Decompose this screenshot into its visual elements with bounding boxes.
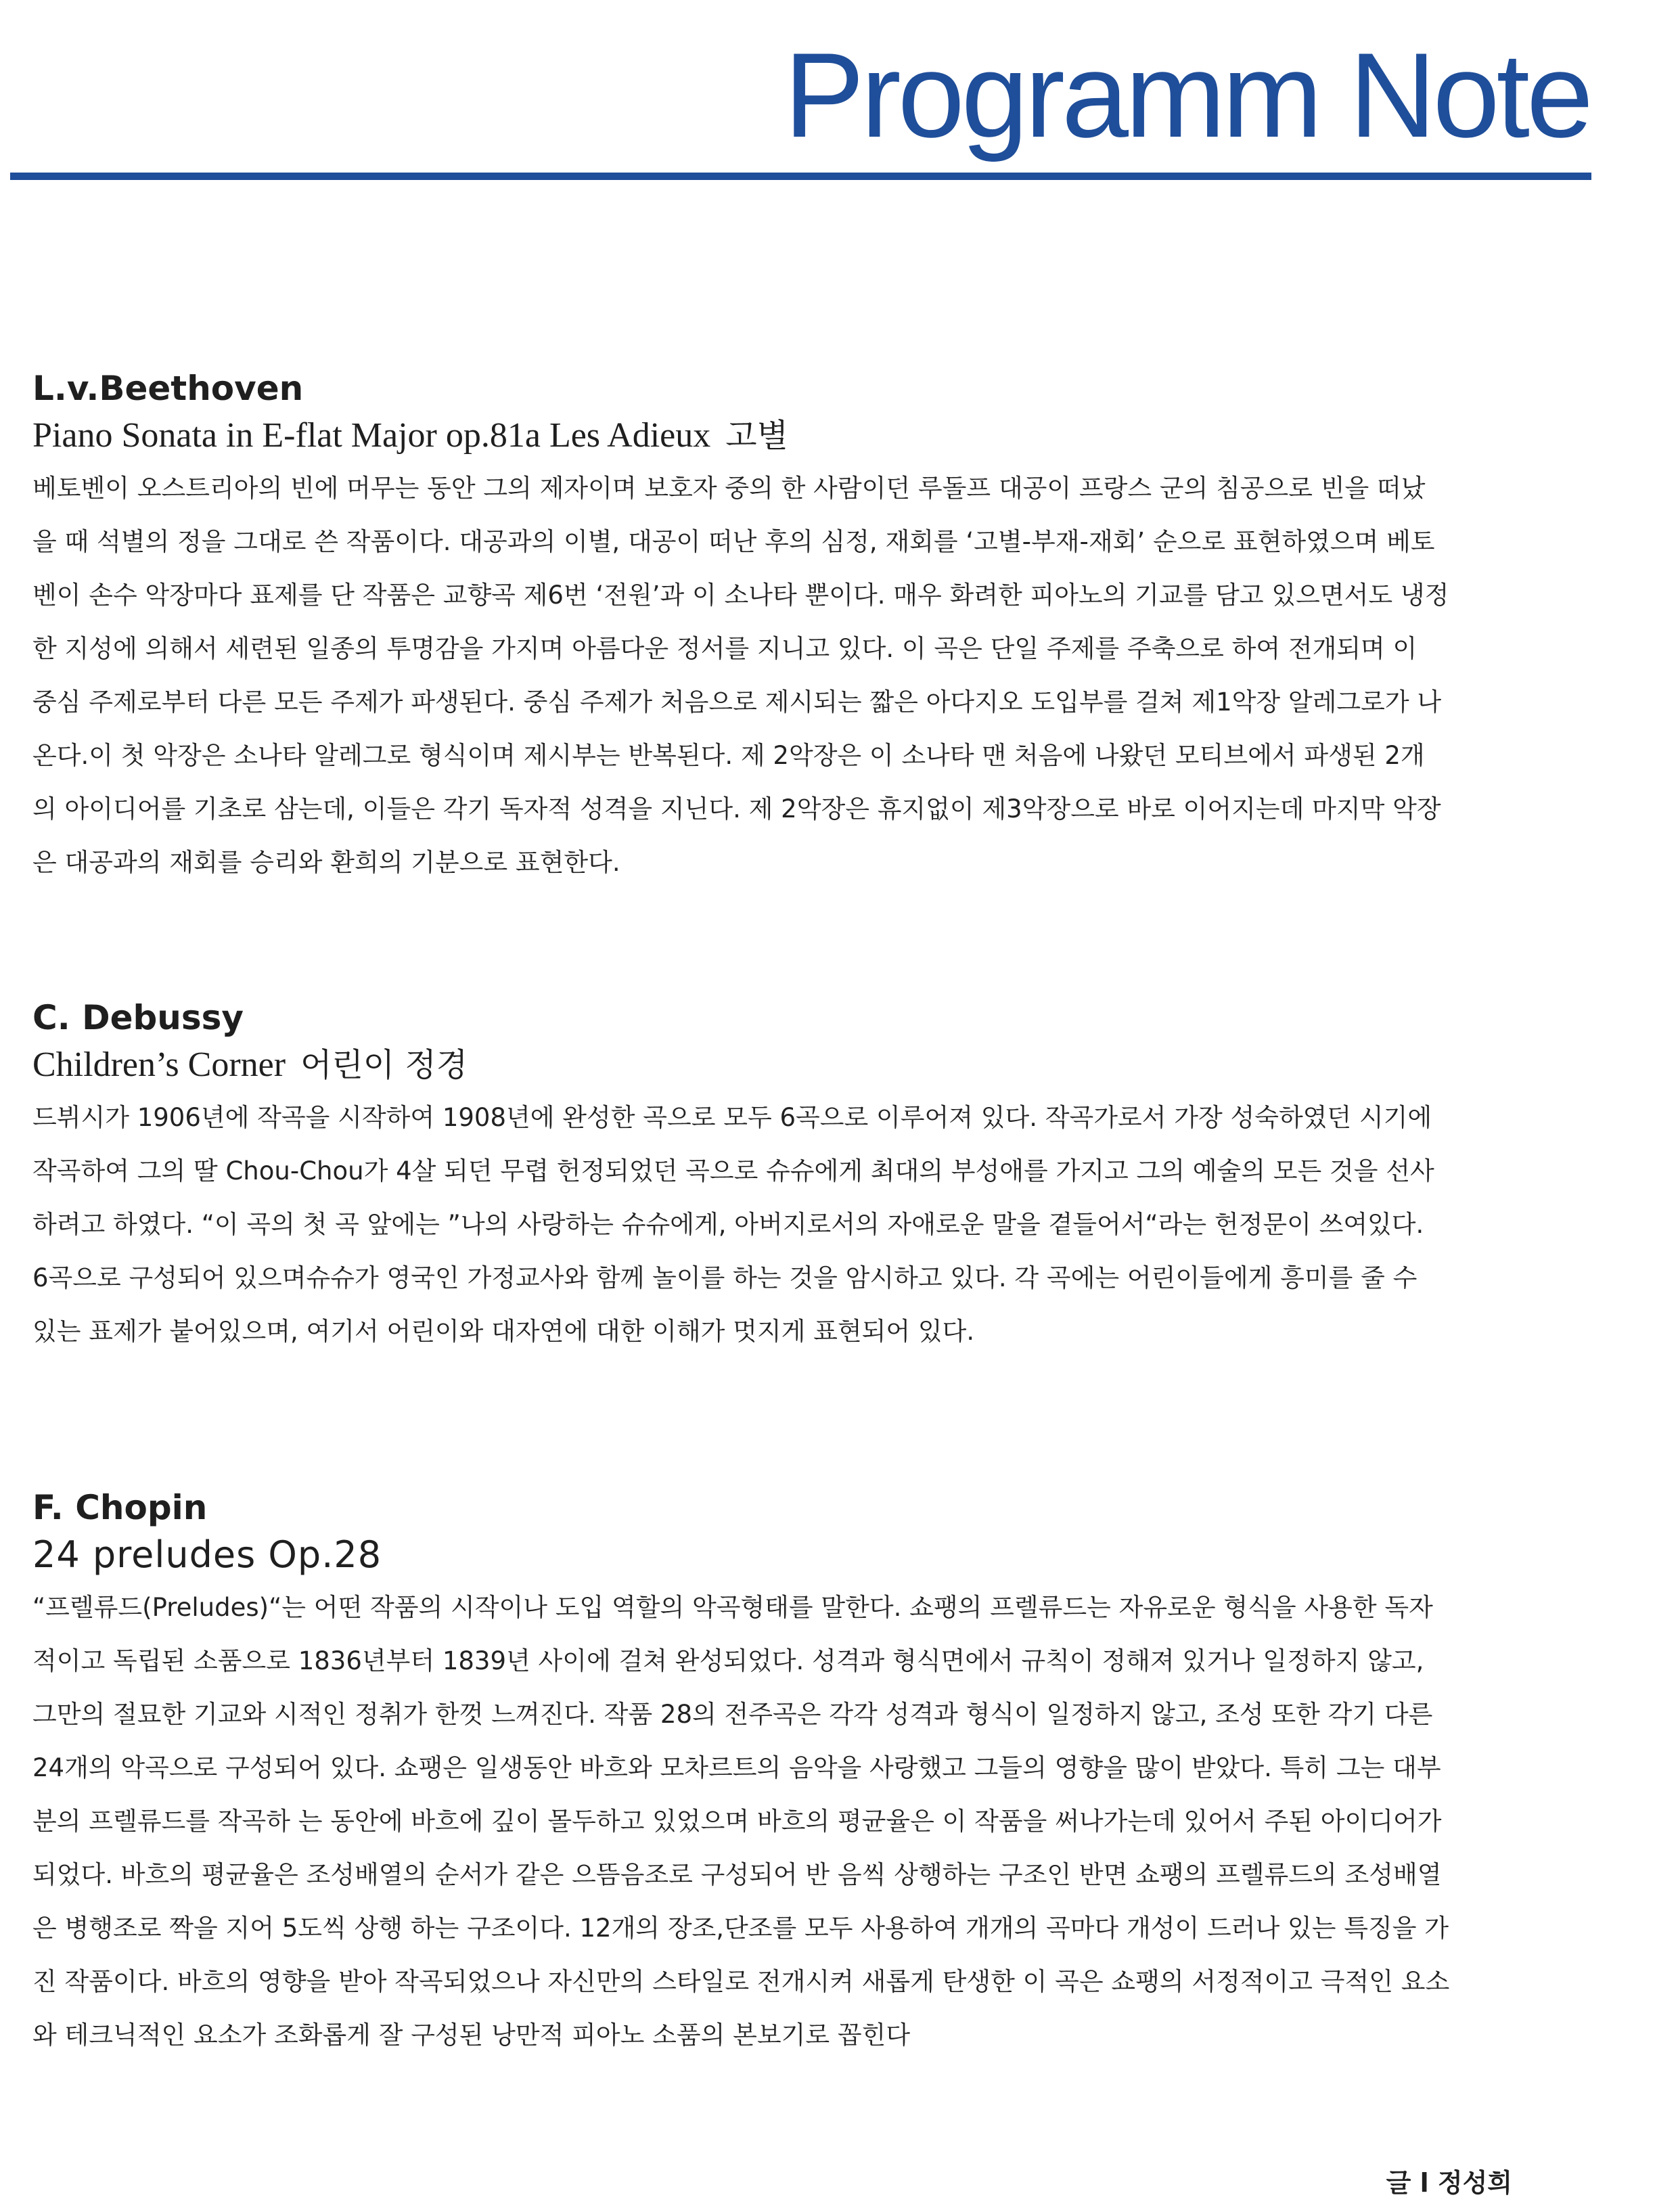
text-line: 의 아이디어를 기초로 삼는데, 이들은 각기 독자적 성격을 지닌다. 제 2악장은 휴지없이 제3악장으로 바로 이어지는데 마지막 악장 [32,794,1441,823]
work-title-ko: 고별 [725,417,788,455]
text-line: 그만의 절묘한 기교와 시적인 정취가 한껏 느껴진다. 작품 28의 전주곡은 각각 성격과 형식이 일정하지 않고, 조성 또한 각기 다른 [32,1700,1433,1729]
title-underline [10,173,1591,180]
text-line: 중심 주제로부터 다른 모든 주제가 파생된다. 중심 주제가 처음으로 제시되는 짧은 아다지오 도입부를 걸쳐 제1악장 알레그로가 나 [32,687,1442,717]
program-note-text [32,1091,1609,1358]
work-title [32,410,1609,461]
text-line: 드뷔시가 1906년에 작곡을 시작하여 1908년에 완성한 곡으로 모두 6곡으로 이루어져 있다. 작곡가로서 가장 성숙하였던 시기에 [32,1103,1432,1132]
program-note-text [32,461,1609,889]
composer-name: C. Debussy [32,998,244,1037]
text-line: 진 작품이다. 바흐의 영향을 받아 작곡되었으나 자신만의 스타일로 전개시켜 새롭게 탄생한 이 곡은 쇼팽의 서정적이고 극적인 요소 [32,1967,1450,1996]
text-line: 을 때 석별의 정을 그대로 쓴 작품이다. 대공과의 이별, 대공이 떠난 후의 심정, 재회를 ‘고별-부재-재회’ 순으로 표현하였으며 베토 [32,527,1435,556]
text-line: 온다.이 첫 악장은 소나타 알레그로 형식이며 제시부는 반복된다. 제 2악장은 이 소나타 맨 처음에 나왔던 모티브에서 파생된 2개 [32,741,1425,770]
section-chopin [32,1486,1609,2062]
text-line: 베토벤이 오스트리아의 빈에 머무는 동안 그의 제자이며 보호자 중의 한 사람이던 루돌프 대공이 프랑스 군의 침공으로 빈을 떠났 [32,474,1426,503]
page-title: Programm Note [784,28,1590,162]
text-line: 와 테크닉적인 요소가 조화롭게 잘 구성된 낭만적 피아노 소품의 본보기로 꼽힌다 [32,2021,911,2050]
work-title [32,1039,1609,1091]
composer-name: L.v.Beethoven [32,369,304,408]
text-line: 은 병행조로 짝을 지어 5도씩 상행 하는 구조이다. 12개의 장조,단조를 모두 사용하여 개개의 곡마다 개성이 드러나 있는 특징을 가 [32,1914,1449,1943]
text-line: 한 지성에 의해서 세련된 일종의 투명감을 가지며 아름다운 정서를 지니고 있다. 이 곡은 단일 주제를 주축으로 하여 전개되며 이 [32,634,1418,663]
program-note-text [32,1581,1609,2062]
author-credit: 글 l 정성희 [1386,2168,1512,2198]
text-line: “프렐류드(Preludes)“는 어떤 작품의 시작이나 도입 역할의 악곡형태를 말한다. 쇼팽의 프렐류드는 자유로운 형식을 사용한 독자 [32,1593,1433,1622]
text-line: 24개의 악곡으로 구성되어 있다. 쇼팽은 일생동안 바흐와 모차르트의 음악을 사랑했고 그들의 영향을 많이 받았다. 특히 그는 대부 [32,1753,1441,1782]
text-line: 분의 프렐류드를 작곡하 는 동안에 바흐에 깊이 몰두하고 있었으며 바흐의 평균율은 이 작품을 써나가는데 있어서 주된 아이디어가 [32,1807,1442,1836]
text-line: 하려고 하였다. “이 곡의 첫 곡 앞에는 ”나의 사랑하는 슈슈에게, 아버지로서의 자애로운 말을 곁들어서“라는 헌정문이 쓰여있다. [32,1210,1424,1239]
text-line: 벤이 손수 악장마다 표제를 단 작품은 교향곡 제6번 ‘전원’과 이 소나타 뿐이다. 매우 화려한 피아노의 기교를 담고 있으면서도 냉정 [32,581,1449,610]
text-line: 적이고 독립된 소품으로 1836년부터 1839년 사이에 걸쳐 완성되었다. 성격과 형식면에서 규칙이 정해져 있거나 일정하지 않고, [32,1646,1424,1675]
text-line: 되었다. 바흐의 평균율은 조성배열의 순서가 같은 으뜸음조로 구성되어 반 음씩 상행하는 구조인 반면 쇼팽의 프렐류드의 조성배열 [32,1860,1442,1889]
work-title-en: Children’s Corner [32,1045,286,1084]
work-title [32,1529,1609,1581]
section-debussy [32,996,1609,1358]
text-line: 6곡으로 구성되어 있으며슈슈가 영국인 가정교사와 함께 놀이를 하는 것을 암시하고 있다. 각 곡에는 어린이들에게 흥미를 줄 수 [32,1263,1418,1292]
text-line: 있는 표제가 붙어있으며, 여기서 어린이와 대자연에 대한 이해가 멋지게 표현되어 있다. [32,1317,975,1346]
work-title-en: 24 preludes Op.28 [32,1533,382,1576]
composer-name: F. Chopin [32,1488,208,1527]
text-line: 은 대공과의 재회를 승리와 환희의 기분으로 표현한다. [32,848,620,877]
work-title-en: Piano Sonata in E-flat Major op.81a Les Adieux [32,416,711,455]
work-title-ko: 어린이 정경 [300,1046,468,1084]
section-beethoven [32,367,1609,889]
text-line: 작곡하여 그의 딸 Chou-Chou가 4살 되던 무렵 헌정되었던 곡으로 슈슈에게 최대의 부성애를 가지고 그의 예술의 모든 것을 선사 [32,1156,1434,1186]
